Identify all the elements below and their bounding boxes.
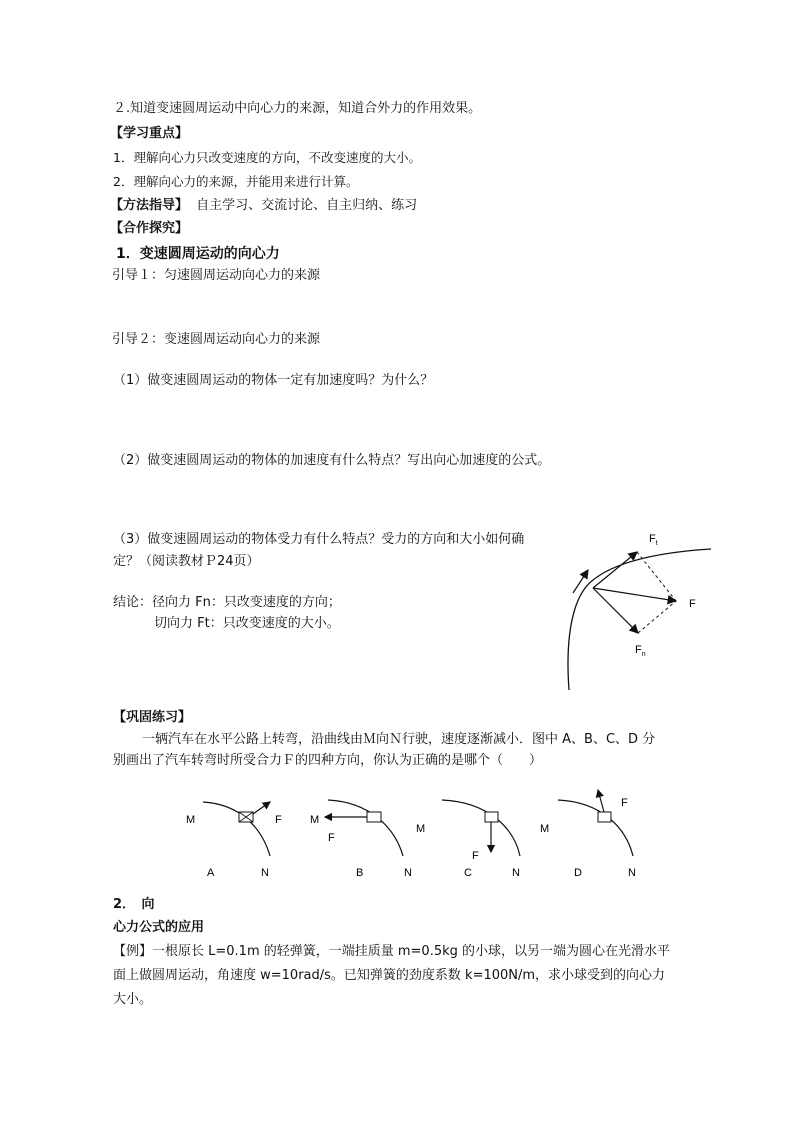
option-d-f: F: [621, 797, 628, 809]
question-2: （2）做变速圆周运动的物体的加速度有什么特点？写出向心加速度的公式。: [113, 453, 551, 468]
option-b-m: M: [310, 814, 320, 826]
practice-line-2: 别画出了汽车转弯时所受合力Ｆ的四种方向，你认为正确的是哪个（ ）: [113, 753, 543, 768]
section-2-number: 2． 向: [113, 897, 155, 912]
option-d-force-arrow: [598, 790, 604, 812]
section-1-title: 1．变速圆周运动的向心力: [116, 246, 280, 262]
option-b: [310, 800, 412, 879]
option-c-f: F: [472, 850, 479, 862]
section-2-title: 心力公式的应用: [113, 920, 205, 935]
method-line: [110, 197, 417, 215]
option-c: [416, 800, 520, 879]
option-c-n: N: [512, 867, 520, 879]
trajectory-curve: [568, 549, 711, 690]
focus-heading: 【学习重点】: [110, 126, 189, 141]
conclusion-1: 结论：径向力 Fn：只改变速度的方向；: [113, 595, 341, 610]
option-a: [186, 802, 282, 879]
question-3-line-2: 定？（阅读教材Ｐ24页）: [113, 554, 260, 569]
method-text: 自主学习、交流讨论、自主归纳、练习: [196, 198, 418, 213]
question-3-line-1: （3）做变速圆周运动的物体受力有什么特点？受力的方向和大小如何确: [113, 532, 525, 547]
options-diagram: [170, 778, 670, 888]
option-d-n: N: [628, 867, 636, 879]
practice-line-1: 一辆汽车在水平公路上转弯，沿曲线由Ｍ向Ｎ行驶，速度逐渐减小．图中 A、B、C、D 分: [142, 732, 656, 747]
conclusion-2: 切向力 Ft：只改变速度的大小。: [154, 616, 340, 631]
label-f: F: [689, 598, 696, 610]
goal-2: ２.知道变速圆周运动中向心力的来源，知道合外力的作用效果。: [113, 101, 482, 116]
practice-heading: 【巩固练习】: [113, 710, 192, 725]
option-c-curve: [442, 800, 520, 856]
question-1: （1）做变速圆周运动的物体一定有加速度吗？为什么？: [113, 373, 434, 388]
example-line-3: 大小。: [113, 992, 153, 1007]
option-b-car: [367, 812, 381, 822]
option-b-letter: B: [356, 867, 364, 879]
focus-item-2: 2．理解向心力的来源，并能用来进行计算。: [113, 174, 359, 189]
option-a-curve: [203, 802, 270, 856]
option-a-m: M: [186, 814, 196, 826]
guide-1: 引导１：匀速圆周运动向心力的来源: [112, 268, 321, 283]
method-heading: 【方法指导】: [110, 198, 189, 213]
force-diagram: [563, 525, 713, 695]
option-b-curve: [328, 800, 403, 856]
example-line-2: 面上做圆周运动，角速度 w=10rad/s。已知弹簧的劲度系数 k=100N/m，求小球受到的向心力: [113, 968, 666, 983]
option-c-letter: C: [464, 867, 472, 879]
label-fn: $F_n$: [635, 644, 646, 658]
parallelogram-edge-2: [638, 601, 676, 633]
option-a-f: F: [275, 814, 282, 826]
coop-heading: 【合作探究】: [110, 221, 189, 236]
focus-item-1: 1．理解向心力只改变速度的方向，不改变速度的大小。: [113, 150, 421, 165]
option-a-force-arrow: [253, 802, 270, 814]
fn-arrow: [593, 588, 638, 633]
velocity-arrow: [573, 570, 588, 593]
guide-2: 引导２：变速圆周运动向心力的来源: [112, 332, 321, 347]
example-line-1: 【例】一根原长 L=0.1m 的轻弹簧，一端挂质量 m=0.5kg 的小球，以另一端为圆心在光滑水平: [113, 944, 671, 959]
option-a-n: N: [261, 867, 269, 879]
f-arrow: [593, 588, 676, 601]
option-d-m: M: [540, 823, 550, 835]
option-b-n: N: [404, 867, 412, 879]
ft-arrow: [593, 552, 637, 588]
parallelogram-edge-1: [637, 552, 676, 601]
option-b-f: F: [328, 832, 335, 844]
option-d-letter: D: [574, 867, 582, 879]
option-c-m: M: [416, 823, 426, 835]
label-ft: $F_t$: [649, 533, 658, 547]
option-d: [540, 790, 636, 879]
option-a-letter: A: [207, 867, 215, 879]
option-c-car: [485, 812, 498, 822]
option-d-car: [598, 812, 611, 822]
